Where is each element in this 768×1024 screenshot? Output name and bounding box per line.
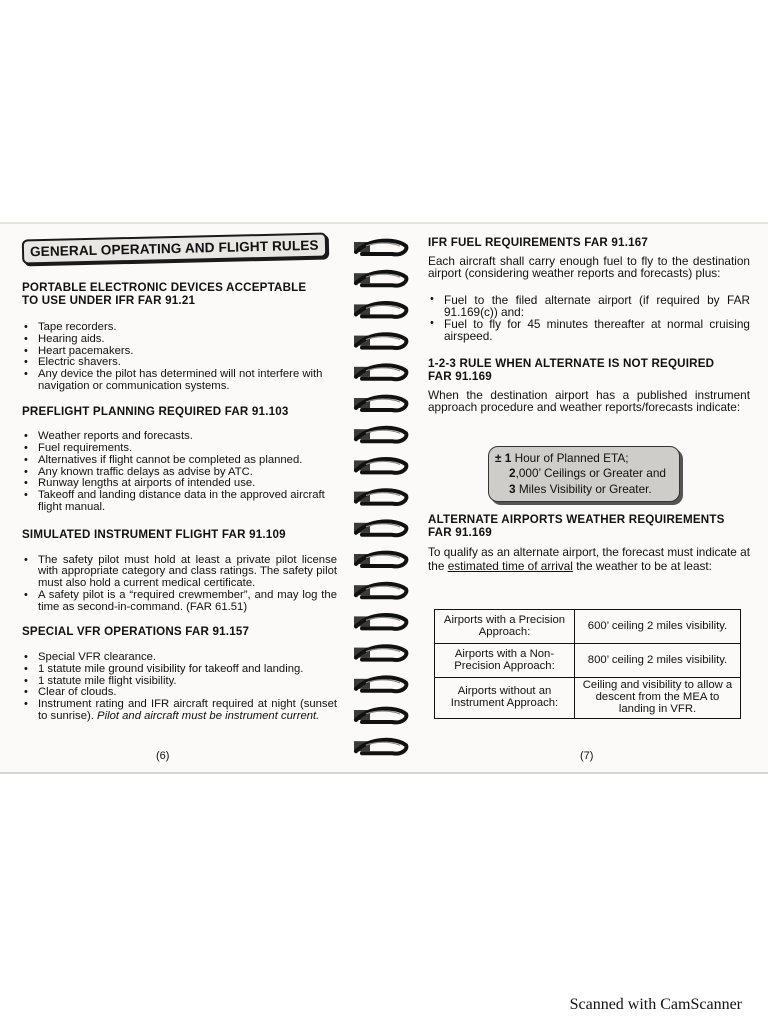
table-cell: Airports with a Precision Approach: [435,610,575,644]
list-item: • Weather reports and forecasts. [22,431,337,443]
spiral-coil [354,521,406,535]
list-item: • Fuel to the filed alternate airport (if required by FAR 91.169(c)) and: [428,294,750,319]
table-cell: Airports with a Non-Precision Approach: [435,644,575,678]
section-title-preflight: PREFLIGHT PLANNING REQUIRED FAR 91.103 [22,404,289,418]
list-item: • Fuel requirements. [22,443,337,455]
section-banner: GENERAL OPERATING AND FLIGHT RULES [22,233,327,265]
page-number-left: (6) [156,750,170,762]
section-title-ifr-fuel: IFR FUEL REQUIREMENTS FAR 91.167 [428,236,649,249]
spiral-coil [354,241,406,255]
spiral-coil [354,584,406,598]
spiral-coil [354,553,406,567]
list-item: • Heart pacemakers. [22,346,337,358]
list-item: • Electric shavers. [22,357,337,369]
rule-line: 3 Miles Visibility or Greater. [509,481,652,496]
fuel-list [428,294,750,343]
spiral-coil [354,646,406,660]
alternate-paragraph: To qualify as an alternate airport, the forecast must indicate at the estimated time of arrival the weather to be at least: [428,545,750,574]
list-item: • A safety pilot is a “required crewmember”, and may log the time as second-in-command. (FAR 61.51) [22,590,337,613]
list-item: • Fuel to fly for 45 minutes thereafter at normal cruising airspeed. [428,318,750,343]
alternate-weather-table [434,609,741,719]
page-top-edge [0,222,768,224]
spiral-coil [354,740,406,754]
spiral-coil [354,334,406,348]
spiral-coil [354,272,406,286]
spiral-coils [352,232,412,762]
simulated-instrument-list [22,555,337,614]
special-vfr-list [22,652,337,722]
list-item: • Alternatives if flight cannot be completed as planned. [22,455,337,467]
spiral-coil [354,303,406,317]
left-page [22,236,337,723]
spiral-binding [352,232,412,762]
spiral-coil [354,459,406,473]
table-cell: 600’ ceiling 2 miles visibility. [575,610,741,644]
list-item: • Hearing aids. [22,334,337,346]
portable-devices-list [22,322,337,392]
list-item: • 1 statute mile ground visibility for takeoff and landing. [22,664,337,676]
list-item: • Runway lengths at airports of intended use. [22,478,337,490]
list-item: • Tape recorders. [22,322,337,334]
section-title-special-vfr: SPECIAL VFR OPERATIONS FAR 91.157 [22,625,250,639]
list-item: • Any device the pilot has determined will not interfere with navigation or communication systems. [22,369,337,392]
one-two-three-rule-box [488,446,680,502]
right-page [428,236,750,573]
rule-line: ± 1 Hour of Planned ETA; [495,451,629,465]
page-bottom-edge [0,772,768,774]
table-row [435,644,741,678]
spiral-coil [354,365,406,379]
section-title-portable-devices: PORTABLE ELECTRONIC DEVICES ACCEPTABLE TO USE UNDER IFR FAR 91.21 [22,281,307,308]
section-title-alternate-airports: ALTERNATE AIRPORTS WEATHER REQUIREMENTS FAR 91.169 [428,513,725,540]
table-cell: Ceiling and visibility to allow a descent from the MEA to landing in VFR. [575,678,741,719]
section-title-123-rule: 1-2-3 RULE WHEN ALTERNATE IS NOT REQUIRED FAR 91.169 [428,356,715,383]
list-item: • Special VFR clearance. [22,652,337,664]
preflight-list [22,431,337,513]
list-item: • Any known traffic delays as advise by ATC. [22,467,337,479]
table-cell: 800’ ceiling 2 miles visibility. [575,644,741,678]
spiral-coil [354,709,406,723]
spiral-coil [354,615,406,629]
spiral-coil [354,397,406,411]
table-row [435,678,741,719]
table-row [435,610,741,644]
list-item: • Instrument rating and IFR aircraft required at night (sunset to sunrise). Pilot and aircraft must be instrument current. [22,699,337,722]
spiral-coil [354,490,406,504]
camscanner-watermark: Scanned with CamScanner [569,996,742,1013]
list-item: • Clear of clouds. [22,687,337,699]
list-item: • Takeoff and landing distance data in the approved aircraft flight manual. [22,490,337,513]
spiral-coil [354,677,406,691]
list-item: • The safety pilot must hold at least a private pilot license with appropriate category and class ratings. The safety pilot must also hold a current medical certificate. [22,555,337,590]
table-cell: Airports without an Instrument Approach: [435,678,575,719]
fuel-paragraph: Each aircraft shall carry enough fuel to fly to the destination airport (considering weather reports and forecasts) plus: [428,253,750,281]
page-number-right: (7) [580,750,594,762]
section-title-simulated-instrument: SIMULATED INSTRUMENT FLIGHT FAR 91.109 [22,527,286,541]
list-item: • 1 statute mile flight visibility. [22,676,337,688]
rule-line: 2,000’ Ceilings or Greater and [509,466,666,481]
rule-paragraph: When the destination airport has a published instrument approach procedure and weather reports/forecasts indicate: [428,387,750,414]
spiral-coil [354,428,406,442]
